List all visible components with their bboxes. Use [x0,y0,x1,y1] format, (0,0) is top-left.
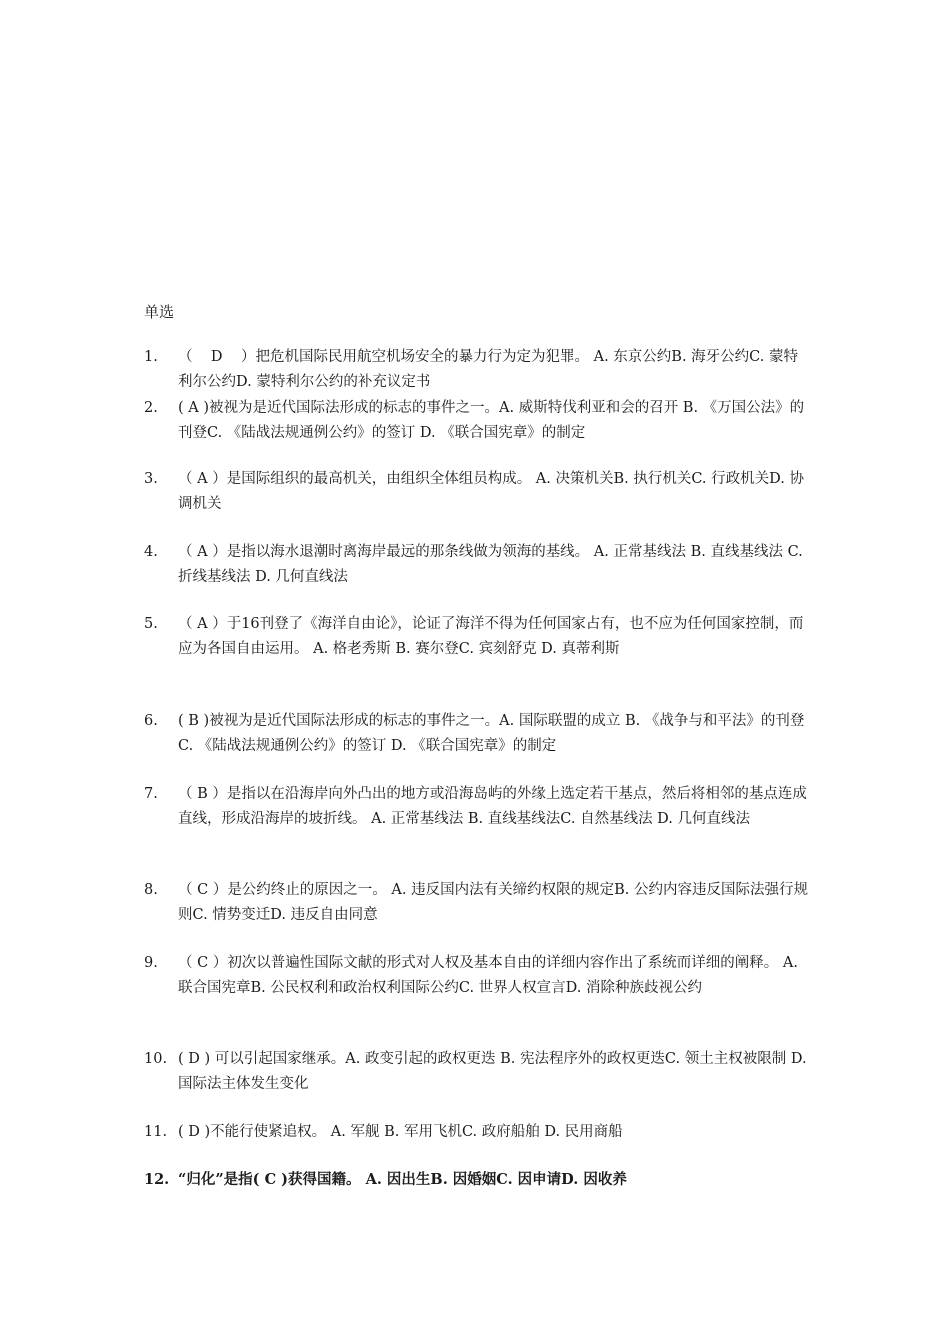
question-number: 10. [144,1051,168,1067]
question-text: （ C ）初次以普遍性国际文献的形式对人权及基本自由的详细内容作出了系统而详细的阐释。 A. 联合国宪章B. 公民权利和政治权利国际公约C. 世界人权宣言D. 消除种族歧视公约 [178,955,803,996]
question-number: 3. [144,471,158,487]
question-12 [144,1167,809,1192]
question-8 [144,878,809,928]
question-number: 5. [144,616,158,632]
question-5 [144,612,809,662]
question-text: “归化”是指( C )获得国籍。 A. 因出生B. 因婚姻C. 因申请D. 因收养 [178,1171,627,1188]
question-4 [144,540,809,590]
question-number: 1. [144,349,158,365]
question-text: ( A )被视为是近代国际法形成的标志的事件之一。A. 威斯特伐利亚和会的召开 B. 《万国公法》的刊登C. 《陆战法规通例公约》的签订 D. 《联合国宪章》的制定 [178,400,805,441]
question-text: （ C ）是公约终止的原因之一。 A. 违反国内法有关缔约权限的规定B. 公约内容违反国际法强行规则C. 情势变迁D. 违反自由同意 [178,882,808,923]
question-number: 6. [144,713,158,729]
question-3 [144,467,809,517]
question-1 [144,345,809,395]
question-text: （ D ）把危机国际民用航空机场安全的暴力行为定为犯罪。 A. 东京公约B. 海牙公约C. 蒙特利尔公约D. 蒙特利尔公约的补充议定书 [178,349,798,390]
question-text: ( D ) 可以引起国家继承。A. 政变引起的政权更迭 B. 宪法程序外的政权更迭C. 领土主权被限制 D. 国际法主体发生变化 [178,1051,812,1092]
question-10 [144,1047,812,1097]
question-text: （ A ）是国际组织的最高机关，由组织全体组员构成。 A. 决策机关B. 执行机关C. 行政机关D. 协调机关 [178,471,804,512]
question-number: 7. [144,786,158,802]
question-text: ( B )被视为是近代国际法形成的标志的事件之一。A. 国际联盟的成立 B. 《战争与和平法》的刊登C. 《陆战法规通例公约》的签订 D. 《联合国宪章》的制定 [178,713,805,754]
question-11 [144,1120,809,1145]
question-text: （ A ）是指以海水退潮时离海岸最远的那条线做为领海的基线。 A. 正常基线法 B. 直线基线法 C. 折线基线法 D. 几何直线法 [178,544,808,585]
question-number: 9. [144,955,158,971]
question-6 [144,709,809,759]
question-number: 2. [144,400,158,416]
question-7 [144,782,809,832]
question-9 [144,951,809,1001]
question-text: （ B ）是指以在沿海岸向外凸出的地方或沿海岛屿的外缘上选定若干基点，然后将相邻的基点连成直线，形成沿海岸的坡折线。 A. 正常基线法 B. 直线基线法C. 自然基线法 D. 几何直线法 [178,786,807,827]
question-text: ( D )不能行使紧追权。 A. 军舰 B. 军用飞机C. 政府船舶 D. 民用商船 [178,1124,623,1140]
question-number: 8. [144,882,158,898]
question-text: （ A ）于16刊登了《海洋自由论》，论证了海洋不得为任何国家占有，也不应为任何国家控制，而应为各国自由运用。 A. 格老秀斯 B. 赛尔登C. 宾刻舒克 D. 真蒂利斯 [178,616,804,657]
question-number: 11. [144,1124,168,1140]
question-number: 12. [144,1171,170,1188]
question-2 [144,396,809,446]
question-number: 4. [144,544,158,560]
section-title: 单选 [144,303,175,321]
